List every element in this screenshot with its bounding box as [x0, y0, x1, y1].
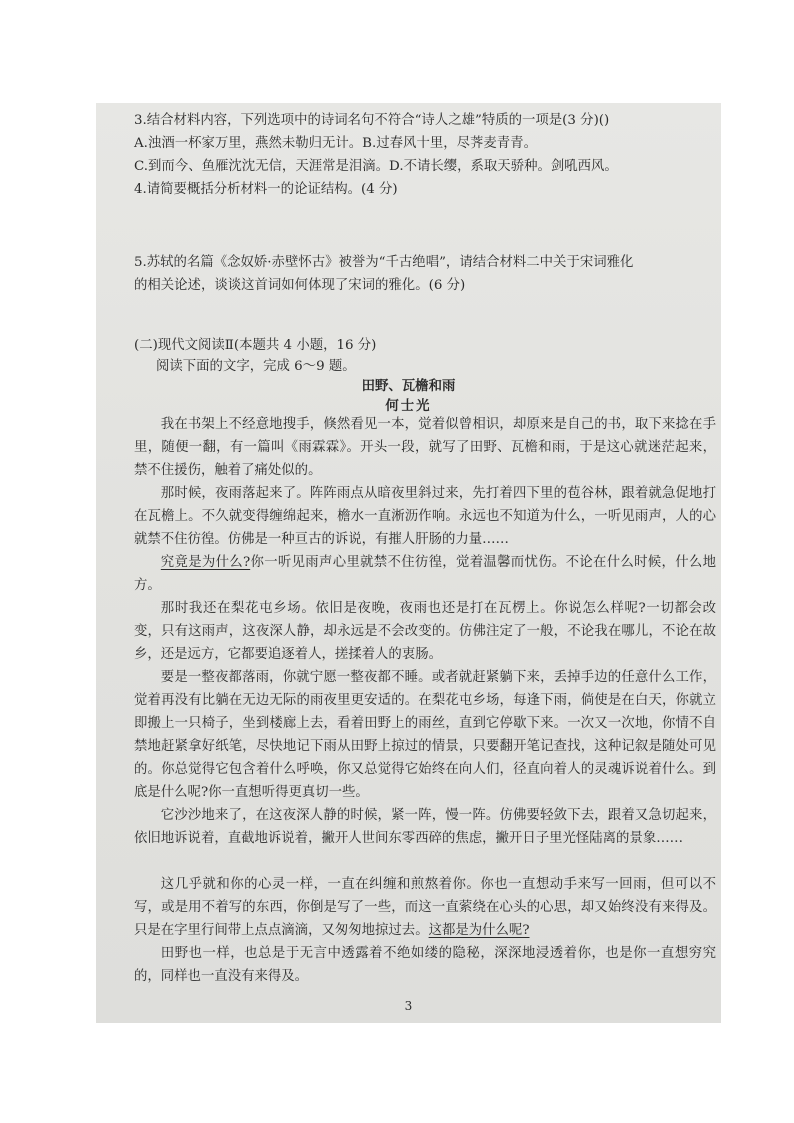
question-3-stem: 3.结合材料内容，下列选项中的诗词名句不符合“诗人之雄”特质的一项是(3 分)() [134, 113, 610, 128]
paragraph-1: 我在书架上不经意地搜手，倏然看见一本，觉着似曾相识，却原来是自己的书，取下来捻在手里，随便一翻，有一篇叫《雨霖霖》。开头一段，就写了田野、瓦檐和雨，于是这心就迷茫起来，禁不住援伤，触着了痛处似的。 [134, 417, 716, 478]
question-5-line-2: 的相关论述，谈谈这首词如何体现了宋词的雅化。(6 分) [134, 278, 466, 293]
question-4: 4.请简要概括分析材料一的论证结构。(4 分) [134, 182, 398, 197]
paragraph-5: 要是一整夜都落雨，你就宁愿一整夜都不睡。或者就赶紧躺下来，丢掉手边的任意什么工作，觉着再没有比躺在无边无际的雨夜里更安适的。在梨花屯乡场，每逢下雨，倘使是在白天，你就立即搬上一只椅子，坐到楼廊上去，看着田野上的雨丝，直到它停歇下来。一次又一次地，你情不自禁地赶紧拿好纸笔，尽快地记下雨从田野上掠过的情景，只要翻开笔记查找，这种记叙是随处可见的。你总觉得它包含着什么呼唤，你又总觉得它始终在向人们，径直向着人的灵魂诉说着什么。到底是什么呢?你一直想听得更真切一些。 [134, 670, 716, 800]
paragraph-6: 它沙沙地来了，在这夜深人静的时候，紧一阵，慢一阵。仿佛要轻敛下去，跟着又急切起来，依旧地诉说着，直截地诉说着，撇开人世间东零西碎的焦虑，撇开日子里光怪陆离的景象…… [134, 808, 716, 846]
passage-title: 田野、瓦檐和雨 [361, 379, 456, 394]
question-5-line-1: 5.苏轼的名篇《念奴娇·赤壁怀古》被誉为“千古绝唱”，请结合材料二中关于宋词雅化 [134, 255, 634, 270]
paragraph-8: 田野也一样，也总是于无言中透露着不绝如缕的隐秘，深深地浸透着你，也是你一直想穷究的，同样也一直没有来得及。 [134, 946, 716, 984]
underlined-question-1: 究竟是为什么? [160, 555, 251, 570]
underlined-question-2: 这都是为什么呢? [428, 923, 530, 938]
page-number: 3 [404, 999, 413, 1013]
paragraph-3-text: 你一听见雨声心里就禁不住彷徨，觉着温馨而忧伤。不论在什么时候，什么地方。 [134, 555, 716, 593]
paragraph-4: 那时我还在梨花屯乡场。依旧是夜晚，夜雨也还是打在瓦楞上。你说怎么样呢?一切都会改变，只有这雨声，这夜深人静，却永远是不会改变的。仿佛注定了一般，不论我在哪儿，不论在故乡，还是远方，它都要追逐着人，搓揉着人的衷肠。 [134, 601, 716, 662]
photographed-exam-page [96, 103, 721, 1023]
paragraph-7-text: 这几乎就和你的心灵一样，一直在纠缠和煎熬着你。你也一直想动手来写一回雨，但可以不写，或是用不着写的东西，你倒是写了一些，而这一直萦绕在心头的心思，却又始终没有来得及。只是在字里行间带上点点滴滴，又匆匆地掠过去。 [134, 877, 716, 938]
passage-author: 何士光 [385, 399, 432, 414]
reading-instruction: 阅读下面的文字，完成 6～9 题。 [156, 359, 356, 374]
paragraph-3 [134, 551, 716, 597]
question-3-options-cd: C.到而今、鱼雁沈沈无信，天涯常是泪滴。D.不请长缨，系取天骄种。剑吼西风。 [134, 159, 618, 174]
section-heading: (二)现代文阅读Ⅱ(本题共 4 小题，16 分) [134, 338, 377, 353]
paragraph-2: 那时候，夜雨落起来了。阵阵雨点从暗夜里斜过来，先打着四下里的苞谷林，跟着就急促地打在瓦檐上。不久就变得缠绵起来，檐水一直淅沥作响。永远也不知道为什么，一听见雨声，人的心就禁不住彷徨。仿佛是一种亘古的诉说，有摧人肝肠的力量…… [134, 486, 716, 547]
paragraph-7 [134, 873, 716, 942]
question-3-options-ab: A.浊酒一杯家万里，燕然未勒归无计。B.过春风十里，尽荠麦青青。 [134, 136, 537, 151]
